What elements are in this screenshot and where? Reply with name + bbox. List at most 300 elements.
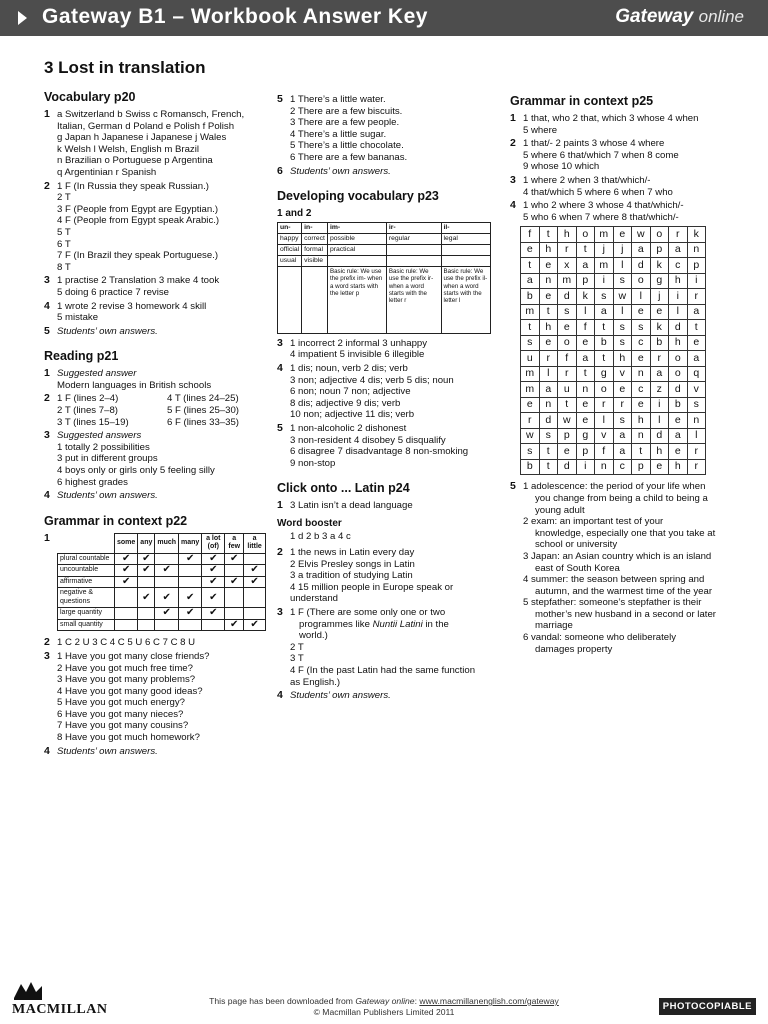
latin-heading: Click onto ... Latin p24 xyxy=(277,481,410,496)
answer-line: 2 There are a few biscuits. xyxy=(290,105,403,117)
grid-cell: t xyxy=(558,397,577,413)
grid-cell: e xyxy=(539,258,558,274)
grid-cell: q xyxy=(687,366,706,382)
grid-cell: a xyxy=(669,242,688,258)
grid-cell: d xyxy=(632,258,651,274)
grid-cell: k xyxy=(687,227,706,243)
check-cell xyxy=(179,619,202,631)
p25-q1-answers xyxy=(523,113,740,136)
answer-line: 10 non; adjective 11 dis; verb xyxy=(290,409,415,421)
grid-cell: e xyxy=(632,397,651,413)
latin-q4-answer: Students’ own answers. xyxy=(290,690,391,702)
grid-cell: r xyxy=(687,459,706,475)
grid-cell: e xyxy=(521,242,540,258)
check-cell: ✔ xyxy=(179,588,202,608)
grid-cell: a xyxy=(669,428,688,444)
grid-cell: e xyxy=(576,335,595,351)
grid-cell: j xyxy=(595,242,614,258)
check-cell: ✔ xyxy=(138,565,155,577)
grid-cell: n xyxy=(539,273,558,289)
grid-row xyxy=(521,289,706,305)
answer-line: 1 Have you got many close friends? xyxy=(57,650,210,662)
table-header: any xyxy=(138,533,155,553)
answer-line: 4 F (In the past Latin had the same function xyxy=(290,665,476,676)
check-cell xyxy=(138,608,155,620)
unit-title: 3 Lost in translation xyxy=(44,58,206,77)
grid-cell: v xyxy=(595,428,614,444)
check-cell: ✔ xyxy=(202,608,225,620)
gateway-online-logo[interactable]: Gateway online xyxy=(615,6,744,27)
check-cell xyxy=(202,619,225,631)
grid-cell: o xyxy=(650,227,669,243)
grid-cell: u xyxy=(558,382,577,398)
answer-line: 8 dis; adjective 9 dis; verb xyxy=(290,397,401,409)
grid-row xyxy=(521,304,706,320)
table-header: many xyxy=(179,533,202,553)
answer-line: 4 boys only or girls only 5 feeling silly xyxy=(57,465,215,477)
answer-line: 3 T (lines 15–19) xyxy=(57,416,129,428)
answer-line: 6 highest grades xyxy=(57,476,128,488)
grid-cell: p xyxy=(576,444,595,460)
grid-cell: s xyxy=(687,397,706,413)
answer-line: 3 T xyxy=(290,653,304,665)
answer-line: 4 T (lines 24–25) xyxy=(167,393,239,405)
grid-cell: r xyxy=(687,444,706,460)
grid-cell: e xyxy=(687,335,706,351)
check-cell: ✔ xyxy=(244,619,266,631)
grammar-q5-answers xyxy=(290,94,495,164)
check-cell: ✔ xyxy=(179,608,202,620)
grid-cell: l xyxy=(539,366,558,382)
dv-sub-heading: 1 and 2 xyxy=(277,208,312,220)
grid-cell: j xyxy=(650,289,669,305)
table-header: some xyxy=(115,533,138,553)
grammar-q4-answer: Students’ own answers. xyxy=(57,745,158,757)
grid-cell: t xyxy=(539,444,558,460)
grid-cell: h xyxy=(539,242,558,258)
answer-line: 5 Have you got much energy? xyxy=(57,697,185,709)
reading-q2-right xyxy=(167,393,239,428)
reading-section: Reading p21 1 Suggested answer Modern languages in British schools 2 1 F (lines 2–4) 2 T (lines 7–8) 3 T (lines 15–19) 4 T (lines 24–25) 5 F (lines 25–30) 6 F (lines 33–35) 3 Suggested answers 1 totally 2 possibilities 3 put in different groups 4 boys only or girls only 5 feeling silly 6 highest grades 4 Students’ own answers. xyxy=(44,349,266,502)
reading-q3-answers xyxy=(57,442,266,488)
answer-line: 1 who 2 where 3 whose 4 that/which/- xyxy=(523,200,684,212)
check-cell: ✔ xyxy=(202,553,225,565)
answer-line: understand xyxy=(290,593,339,605)
latin-q1-answer: 3 Latin isn’t a dead language xyxy=(290,500,413,512)
definition-line: marriage xyxy=(535,620,573,632)
grid-cell: w xyxy=(632,227,651,243)
answer-line: 3 F (People from Egypt are Egyptian.) xyxy=(57,203,219,215)
answer-line: as English.) xyxy=(290,676,341,688)
grid-cell: r xyxy=(613,397,632,413)
grid-cell: r xyxy=(650,351,669,367)
definition-line: 5 stepfather: someone’s stepfather is their xyxy=(523,597,702,609)
answer-line: 5 where xyxy=(523,124,558,136)
grid-cell: t xyxy=(632,444,651,460)
check-cell: ✔ xyxy=(115,576,138,588)
grid-cell: a xyxy=(650,366,669,382)
table-row: negative & questions ✔ ✔ ✔ ✔ xyxy=(58,588,266,608)
answer-line: 6 T xyxy=(57,238,71,250)
answer-line: 6 F (lines 33–35) xyxy=(167,416,239,428)
answer-line: 4 impatient 5 invisible 6 illegible xyxy=(290,349,425,361)
grammar-q6-answer: Students’ own answers. xyxy=(290,165,391,177)
grid-row xyxy=(521,320,706,336)
answer-line: Italian, German d Poland e Polish f Polish xyxy=(57,120,235,132)
answer-line: 6 disagree 7 disadvantage 8 non-smoking xyxy=(290,446,469,458)
grid-row xyxy=(521,397,706,413)
table-header: a lot (of) xyxy=(202,533,225,553)
reading-q4-answer: Students’ own answers. xyxy=(57,490,158,502)
grid-cell: l xyxy=(595,413,614,429)
answer-line: 2 T (lines 7–8) xyxy=(57,405,118,417)
grid-cell: e xyxy=(632,351,651,367)
grammar-p22-continued: 5 1 There’s a little water. 2 There are a few biscuits. 3 There are a few people. 4 There’s a little sugar. 5 There’s a little chocolate. 6 There are a few bananas. 6 Students’ own answers. xyxy=(277,94,495,177)
footer-download-note: This page has been downloaded from Gateway online: www.macmillanenglish.com/gateway xyxy=(209,996,559,1006)
header-title: Gateway B1 – Workbook Answer Key xyxy=(42,5,428,28)
developing-vocabulary-heading: Developing vocabulary p23 xyxy=(277,189,439,204)
grid-cell: g xyxy=(576,428,595,444)
answer-line: 4 F (People from Egypt speak Arabic.) xyxy=(57,215,220,227)
vocab-q5-answer: Students’ own answers. xyxy=(57,325,158,337)
answer-line: 3 non; adjective 4 dis; verb 5 dis; noun xyxy=(290,374,454,386)
grid-cell: i xyxy=(669,289,688,305)
table-header: un- xyxy=(278,222,302,233)
grid-cell: s xyxy=(613,320,632,336)
answer-line: 1 where 2 when 3 that/which/- xyxy=(523,174,651,186)
grid-cell: e xyxy=(669,413,688,429)
check-cell: ✔ xyxy=(225,619,244,631)
definition-line: east of South Korea xyxy=(535,562,620,574)
grid-cell: r xyxy=(558,242,577,258)
grid-cell: d xyxy=(558,289,577,305)
grid-cell: k xyxy=(576,289,595,305)
grid-cell: h xyxy=(669,335,688,351)
grid-cell: v xyxy=(687,382,706,398)
grid-cell: h xyxy=(650,444,669,460)
nuntii-latini: Nuntii Latini xyxy=(372,618,423,630)
grid-row xyxy=(521,444,706,460)
grid-cell: n xyxy=(595,459,614,475)
table-row: usual visible xyxy=(278,255,491,266)
check-cell xyxy=(155,576,179,588)
dv-q3-answers xyxy=(290,338,495,361)
grid-cell: n xyxy=(576,382,595,398)
answer-line: 9 non-stop xyxy=(290,457,336,469)
definition-line: 4 summer: the season between spring and xyxy=(523,574,705,586)
grid-cell: h xyxy=(613,351,632,367)
grid-cell: l xyxy=(613,304,632,320)
column-right: Grammar in context p25 1 1 that, who 2 that, which 3 whose 4 when 5 where 2 1 that/- 2 paints 3 whose 4 where 5 where 6 that/which 7 when 8 come 9 whose 10 which 3 1 where 2 when 3 that/which/- 4 that/which 5 where 6 when 7 who 4 1 who 2 where 3 whose 4 that/which/- 5 who 6 when 7 where 8 that/which/- f t h o m e w o r k e h r t j j a p a n t e x a m l d k c p a n m p i s o g h i b e d k s w l j i r m t s l a l e e l a t h e f t s s k d t s e o e b s c b h e u r f a t h e r o a m l r t g v n a o q m a u n o e c z d v e n t e r r e i b s r d w e l s h l e n w s p g v a n d a l s t e p f a t h e r b t d i n c p e h r 5 1 adolescence: the period of your life when you change from being a child to being a young adult 2 exam: an important test of your knowledge, especially one that you take at school or university 3 Japan: an Asian country which is an island east of South Korea 4 summer: the season between spring and autumn, and the warmest time of the year 5 stepfather: someone’s stepfather is their mother’s new husband in a second or later marriage 6 vandal: someone who deliberately damages property xyxy=(510,94,740,657)
check-cell: ✔ xyxy=(115,553,138,565)
grid-row xyxy=(521,258,706,274)
answer-line: 3 There are a few people. xyxy=(290,117,400,129)
check-cell: ✔ xyxy=(202,576,225,588)
column-middle xyxy=(277,94,495,714)
table-header: ir- xyxy=(386,222,441,233)
answer-line: q Argentinian r Spanish xyxy=(57,166,157,178)
reading-q1-answer: Modern languages in British schools xyxy=(57,379,212,391)
grid-cell: s xyxy=(613,273,632,289)
answer-line: 2 Have you got much free time? xyxy=(57,662,193,674)
check-cell xyxy=(115,588,138,608)
definition-line: 6 vandal: someone who deliberately xyxy=(523,632,677,644)
prefix-table xyxy=(277,222,491,334)
word-booster-heading: Word booster xyxy=(277,517,342,529)
vocabulary-heading: Vocabulary p20 xyxy=(44,90,136,104)
answer-line: 6 non; noun 7 non; adjective xyxy=(290,386,411,398)
grid-cell: w xyxy=(613,289,632,305)
answer-line: 3 put in different groups xyxy=(57,453,158,465)
latin-section: Click onto ... Latin p24 1 3 Latin isn’t a dead language Word booster 1 d 2 b 3 a 4 c 2 1 the news in Latin every day 2 Elvis Presley songs in Latin 3 a tradition of studying Latin 4 15 million people in Europe speak or understand 3 1 F (There are some only one or two programmes like Nuntii Latini in the world.) 2 T 3 T 4 F (In the past Latin had the same function as English.) 4 Students’ own answers. xyxy=(277,481,495,702)
grid-cell: d xyxy=(669,382,688,398)
grid-cell: t xyxy=(595,351,614,367)
reading-heading: Reading p21 xyxy=(44,349,119,364)
grid-cell: e xyxy=(558,320,577,336)
answer-line: 5 doing 6 practice 7 revise xyxy=(57,286,169,298)
answer-line: 5 F (lines 25–30) xyxy=(167,405,239,417)
dv-q5-answers xyxy=(290,423,495,469)
vocab-q3-answers xyxy=(57,275,266,298)
grid-cell: e xyxy=(632,304,651,320)
grid-cell: d xyxy=(558,459,577,475)
answer-line: 1 F (In Russia they speak Russian.) xyxy=(57,180,209,192)
answer-line: 6 There are a few bananas. xyxy=(290,151,408,163)
answer-line: 3 a tradition of studying Latin xyxy=(290,570,413,582)
grid-cell: s xyxy=(595,289,614,305)
grid-row xyxy=(521,428,706,444)
grid-cell: i xyxy=(650,397,669,413)
grid-cell: b xyxy=(521,459,540,475)
grid-cell: f xyxy=(521,227,540,243)
grid-cell: a xyxy=(576,258,595,274)
check-cell xyxy=(225,565,244,577)
vocabulary-section: Vocabulary p20 1 a Switzerland b Swiss c Romansch, French, Italian, German d Poland e Polish f Polish g Japan h Japanese i Japanese j Wales k Welsh l Welsh, English m Brazil n Brazilian o Portuguese p Argentina q Argentinian r Spanish 2 1 F (In Russia they speak Russian.) 2 T 3 F (People from Egypt are Egyptian.) 4 F (People from Egypt speak Arabic.) 5 T 6 T 7 F (In Brazil they speak Portuguese.) 8 T 3 1 practise 2 Translation 3 make 4 took 5 doing 6 practice 7 revise 4 1 wrote 2 revise 3 homework 4 skill 5 mistake 5 Students’ own answers. xyxy=(44,90,266,337)
answer-line: 1 non-alcoholic 2 dishonest xyxy=(290,422,407,434)
grid-cell: i xyxy=(595,273,614,289)
grid-cell: a xyxy=(687,304,706,320)
grid-cell: c xyxy=(632,335,651,351)
grid-cell: e xyxy=(539,289,558,305)
grid-cell: f xyxy=(595,444,614,460)
latin-q2-answers xyxy=(290,547,495,605)
grid-cell: f xyxy=(576,320,595,336)
grid-cell: h xyxy=(632,413,651,429)
grid-cell: t xyxy=(539,304,558,320)
answer-line: 1 dis; noun, verb 2 dis; verb xyxy=(290,362,408,374)
answer-line: 7 F (In Brazil they speak Portuguese.) xyxy=(57,250,219,262)
grid-cell: l xyxy=(650,413,669,429)
grid-cell: o xyxy=(558,335,577,351)
check-cell: ✔ xyxy=(155,608,179,620)
grid-cell: d xyxy=(669,320,688,336)
grid-cell: h xyxy=(669,273,688,289)
grid-cell: l xyxy=(687,428,706,444)
grid-cell: w xyxy=(558,413,577,429)
grid-cell: p xyxy=(576,273,595,289)
p25-q4-answers xyxy=(523,200,740,223)
grid-cell: l xyxy=(669,304,688,320)
column-left xyxy=(44,90,266,769)
answer-line: 1 wrote 2 revise 3 homework 4 skill xyxy=(57,300,207,312)
page-header xyxy=(0,0,768,36)
grid-cell: b xyxy=(669,397,688,413)
grid-cell: w xyxy=(521,428,540,444)
table-row: large quantity ✔ ✔ ✔ xyxy=(58,608,266,620)
check-cell: ✔ xyxy=(155,588,179,608)
grid-row xyxy=(521,273,706,289)
grid-cell: e xyxy=(576,397,595,413)
grid-row xyxy=(521,351,706,367)
grid-cell: t xyxy=(576,242,595,258)
grid-cell: o xyxy=(669,351,688,367)
check-cell xyxy=(115,619,138,631)
answer-line: 9 whose 10 which xyxy=(523,161,600,173)
grid-cell: e xyxy=(576,413,595,429)
grid-cell: o xyxy=(576,227,595,243)
grid-cell: a xyxy=(632,242,651,258)
grid-cell: k xyxy=(650,258,669,274)
answer-line: 5 mistake xyxy=(57,312,99,324)
answer-line: 1 practise 2 Translation 3 make 4 took xyxy=(57,275,220,287)
grid-cell: i xyxy=(687,273,706,289)
answer-line: 2 T xyxy=(290,641,304,653)
latin-q3-rest xyxy=(290,642,495,688)
grid-cell: s xyxy=(539,428,558,444)
grid-cell: x xyxy=(558,258,577,274)
table-header: il- xyxy=(441,222,491,233)
table-row: small quantity ✔ ✔ xyxy=(58,619,266,631)
grammar-q2-answers: 1 C 2 U 3 C 4 C 5 U 6 C 7 C 8 U xyxy=(57,637,196,649)
grid-cell: t xyxy=(576,366,595,382)
answer-line: 8 T xyxy=(57,261,71,273)
answer-line: 3 non-resident 4 disobey 5 disqualify xyxy=(290,434,446,446)
grid-row xyxy=(521,366,706,382)
definition-line: 3 Japan: an Asian country which is an island xyxy=(523,550,712,562)
grid-cell: e xyxy=(613,227,632,243)
grid-cell: a xyxy=(576,351,595,367)
photocopiable-badge: PHOTOCOPIABLE xyxy=(659,998,756,1015)
answer-line: 4 15 million people in Europe speak or xyxy=(290,581,454,593)
grid-cell: m xyxy=(595,258,614,274)
definition-line: school or university xyxy=(535,539,618,551)
grid-cell: t xyxy=(521,258,540,274)
grid-cell: j xyxy=(613,242,632,258)
grid-cell: a xyxy=(521,273,540,289)
grid-cell: r xyxy=(539,351,558,367)
grid-cell: m xyxy=(521,366,540,382)
reading-q2-left xyxy=(57,393,167,428)
grid-cell: m xyxy=(521,382,540,398)
answer-line: 2 T xyxy=(57,192,71,204)
grid-cell: p xyxy=(558,428,577,444)
grid-cell: s xyxy=(632,320,651,336)
reading-q1-label: Suggested answer xyxy=(57,368,137,380)
grid-row xyxy=(521,335,706,351)
answer-line: 1 There’s a little water. xyxy=(290,94,386,105)
definition-line: damages property xyxy=(535,643,613,655)
answer-line: 1 that, who 2 that, which 3 whose 4 when xyxy=(523,113,699,124)
answer-line: 4 that/which 5 where 6 when 7 who xyxy=(523,186,673,198)
grid-row xyxy=(521,242,706,258)
grammar-p22-section: Grammar in context p22 1 some any much many a lot (of) a few a little plural countable ✔ ✔ ✔ ✔ ✔ uncountable ✔ ✔ ✔ ✔ ✔ affirmative ✔ ✔ ✔ ✔ negative & questions ✔ ✔ ✔ ✔ large quantity ✔ ✔ ✔ small quantity ✔ ✔ 2 1 C 2 U 3 C 4 C 5 U 6 C 7 C 8 U 3 1 Have you got many close friends? 2 Have you got much free time? 3 Have you got many problems? 4 Have you got many good ideas? 5 Have you got much energy? 6 Have you got many nieces? 7 Have you got many cousins? 8 Have you got much homework? 4 Students’ own answers. xyxy=(44,514,266,757)
play-arrow-icon xyxy=(18,11,27,25)
answer-line: 3 Have you got many problems? xyxy=(57,674,196,686)
check-cell: ✔ xyxy=(202,565,225,577)
definition-line: mother’s new husband in a second or later xyxy=(535,608,716,620)
table-row: uncountable ✔ ✔ ✔ ✔ ✔ xyxy=(58,565,266,577)
answer-line: 5 T xyxy=(57,226,71,238)
check-cell xyxy=(225,608,244,620)
grid-cell: p xyxy=(632,459,651,475)
table-header: a little xyxy=(244,533,266,553)
rules-row: Basic rule: We use the prefix im- when a word starts with the letter p Basic rule: We use the prefix ir- when a word starts with the letter r Basic rule: We use the prefix il- when a word starts with the letter l xyxy=(278,266,491,333)
answer-line: 1 that/- 2 paints 3 whose 4 where xyxy=(523,138,665,150)
grid-cell: s xyxy=(558,304,577,320)
definition-line: knowledge, especially one that you take at xyxy=(535,527,716,539)
check-cell: ✔ xyxy=(155,565,179,577)
grid-cell: l xyxy=(632,289,651,305)
answer-line: 1 incorrect 2 informal 3 unhappy xyxy=(290,337,428,349)
grid-cell: m xyxy=(595,227,614,243)
table-header: in- xyxy=(302,222,328,233)
check-cell: ✔ xyxy=(225,576,244,588)
check-cell xyxy=(155,553,179,565)
answer-line: 6 Have you got many nieces? xyxy=(57,708,184,720)
grid-cell: n xyxy=(632,366,651,382)
reading-q3-label: Suggested answers xyxy=(57,430,142,442)
answer-line: g Japan h Japanese i Japanese j Wales xyxy=(57,132,227,144)
grid-cell: u xyxy=(521,351,540,367)
developing-vocabulary-section: Developing vocabulary p23 1 and 2 un- in- im- ir- il- happy correct possible regular legal official formal practical usual visible Basic rule: We use the prefix im- when a word starts with the letter p Basic rule: We use the prefix ir- when a word starts with the letter r Basic rule: We use the prefix il- when a word starts with the letter l 3 1 incorrect 2 informal 3 unhappy 4 impatient 5 invisible 6 illegible 4 1 dis; noun, verb 2 dis; verb 3 non; adjective 4 dis; verb 5 dis; noun 6 non; noun 7 non; adjective 8 dis; adjective 9 dis; verb 10 non; adjective 11 dis; verb 5 1 non-alcoholic 2 dishonest 3 non-resident 4 disobey 5 disqualify 6 disagree 7 disadvantage 8 non-smoking 9 non-stop xyxy=(277,189,495,469)
grid-cell: s xyxy=(521,444,540,460)
grid-cell: r xyxy=(687,289,706,305)
vocab-q4-answers xyxy=(57,301,266,324)
gateway-link[interactable]: www.macmillanenglish.com/gateway xyxy=(419,996,559,1006)
answer-line: 7 Have you got many cousins? xyxy=(57,720,189,732)
grid-cell: k xyxy=(650,320,669,336)
grammar-p25-heading: Grammar in context p25 xyxy=(510,94,654,108)
footer-copyright: © Macmillan Publishers Limited 2011 xyxy=(313,1007,455,1017)
grid-cell: h xyxy=(669,459,688,475)
grid-row xyxy=(521,459,706,475)
grid-cell: o xyxy=(595,382,614,398)
table-header: im- xyxy=(327,222,386,233)
check-cell: ✔ xyxy=(179,553,202,565)
definition-line: autumn, and the warmest time of the year xyxy=(535,585,713,597)
check-cell xyxy=(138,576,155,588)
grid-cell: c xyxy=(669,258,688,274)
answer-line: a Switzerland b Swiss c Romansch, French, xyxy=(57,109,245,120)
grid-cell: t xyxy=(687,320,706,336)
grid-cell: s xyxy=(613,413,632,429)
grid-cell: n xyxy=(632,428,651,444)
grid-cell: e xyxy=(650,459,669,475)
check-cell xyxy=(244,608,266,620)
grid-cell: s xyxy=(613,335,632,351)
grid-cell: r xyxy=(558,366,577,382)
grid-cell: d xyxy=(650,428,669,444)
latin-q3-line1: 1 F (There are some only one or two xyxy=(290,607,446,619)
grid-cell: b xyxy=(521,289,540,305)
grid-cell: e xyxy=(650,304,669,320)
grid-cell: n xyxy=(687,413,706,429)
table-row: official formal practical xyxy=(278,244,491,255)
grid-cell: o xyxy=(669,366,688,382)
grid-cell: t xyxy=(539,459,558,475)
grid-cell: g xyxy=(595,366,614,382)
definition-line: you change from being a child to being a xyxy=(535,492,708,504)
